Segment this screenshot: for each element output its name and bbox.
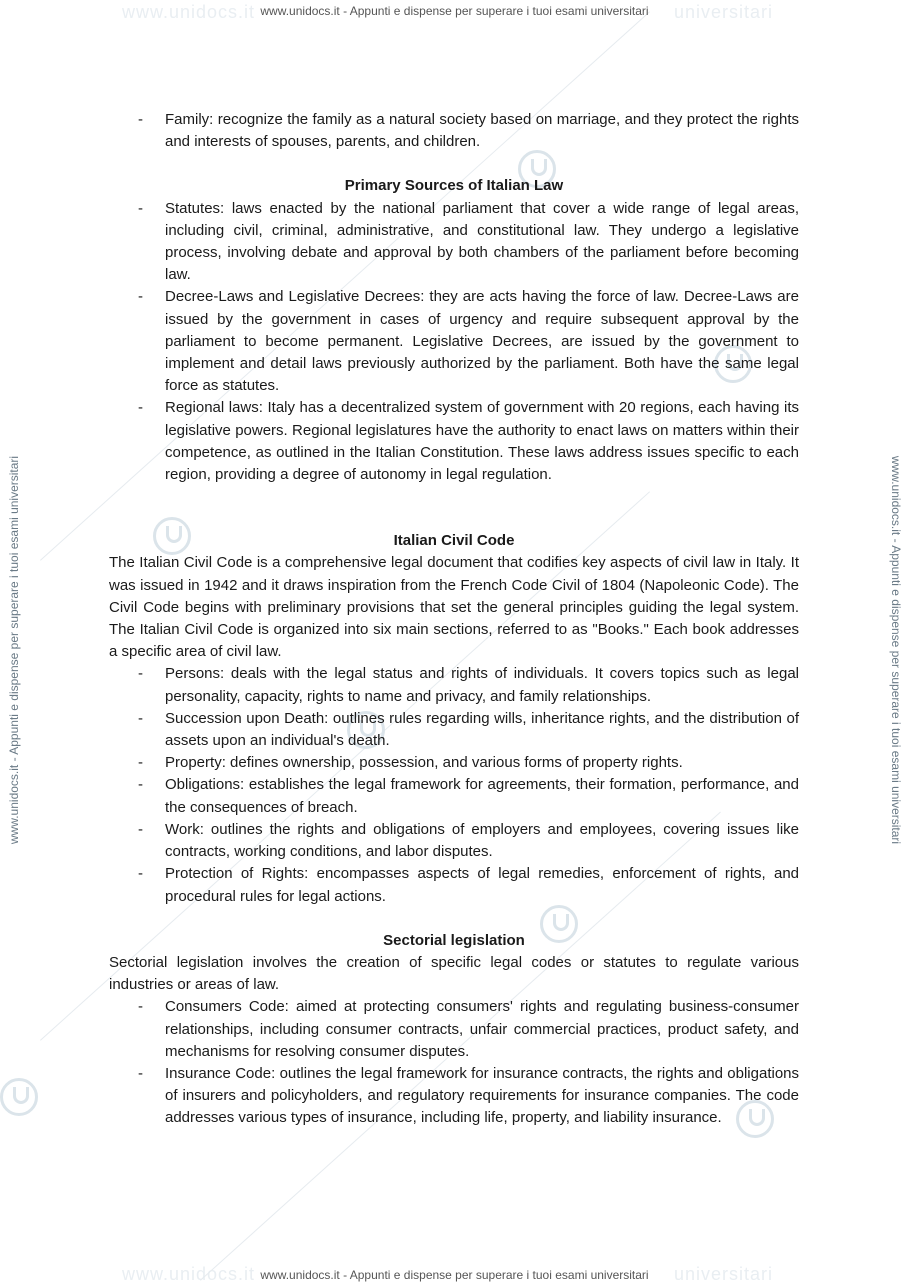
- section-heading-civil-code: Italian Civil Code: [393, 532, 515, 550]
- list-item: - Persons: deals with the legal status and rights of individuals. It covers topics such as legal personality, capacity, rights to name and privacy, and family relationships.: [109, 663, 799, 707]
- intro-list: [109, 109, 799, 153]
- list-item: - Consumers Code: aimed at protecting consumers' rights and regulating business-consumer relationships, including consumer contracts, unfair commercial practices, product safety, and mechanisms for resolving consumer disputes.: [109, 996, 799, 1063]
- watermark-brand-left-bottom: www.unidocs.it: [122, 1264, 256, 1284]
- page-footer-watermark: www.unidocs.it - Appunti e dispense per superare i tuoi esami universitari: [260, 1268, 649, 1282]
- list-item: - Protection of Rights: encompasses aspects of legal remedies, enforcement of rights, and procedural rules for legal actions.: [109, 863, 799, 907]
- list-item: - Statutes: laws enacted by the national parliament that cover a wide range of legal areas, including civil, criminal, administrative, and constitutional law. They undergo a legislative process, involving debate and approval by both chambers of the parliament before becoming law.: [109, 198, 799, 287]
- section-heading-sectorial-legislation: Sectorial legislation: [383, 931, 525, 949]
- document-body: [109, 109, 799, 1130]
- side-watermark-left: www.unidocs.it - Appunti e dispense per superare i tuoi esami universitari: [7, 455, 21, 845]
- list-item: - Regional laws: Italy has a decentralized system of government with 20 regions, each having its legislative powers. Regional legislatures have the authority to enact laws on matters within their competence, as outlined in the Italian Constitution. These laws address issues specific to each region, providing a degree of autonomy in legal regulation.: [109, 397, 799, 486]
- list-item: - Succession upon Death: outlines rules regarding wills, inheritance rights, and the distribution of assets upon an individual's death.: [109, 708, 799, 752]
- watermark-logo-icon: [0, 1078, 38, 1116]
- list-item: - Family: recognize the family as a natural society based on marriage, and they protect the rights and interests of spouses, parents, and children.: [109, 109, 799, 153]
- section-heading-primary-sources: Primary Sources of Italian Law: [344, 177, 564, 195]
- page-header-watermark: www.unidocs.it - Appunti e dispense per superare i tuoi esami universitari: [260, 4, 649, 18]
- primary-sources-list: [109, 198, 799, 487]
- civil-code-paragraph: The Italian Civil Code is a comprehensive legal document that codifies key aspects of civil law in Italy. It was issued in 1942 and it draws inspiration from the French Code Civil of 1804 (Napoleonic Code). The Civil Code begins with preliminary provisions that set the general principles guiding the legal system. The Italian Civil Code is organized into six main sections, referred to as "Books." Each book addresses a specific area of civil law.: [109, 554, 799, 661]
- list-item: - Obligations: establishes the legal framework for agreements, their formation, performance, and the consequences of breach.: [109, 774, 799, 818]
- watermark-brand-right: universitari: [674, 2, 774, 22]
- sectorial-codes-list: [109, 996, 799, 1129]
- side-watermark-right: www.unidocs.it - Appunti e dispense per superare i tuoi esami universitari: [889, 455, 903, 845]
- sectorial-paragraph: Sectorial legislation involves the creation of specific legal codes or statutes to regulate various industries or areas of law.: [109, 953, 799, 994]
- list-item: - Insurance Code: outlines the legal framework for insurance contracts, the rights and obligations of insurers and policyholders, and regulatory requirements for insurance companies. The code addresses various types of insurance, including life, property, and liability insurance.: [109, 1063, 799, 1130]
- civil-code-books-list: [109, 663, 799, 907]
- list-item: - Work: outlines the rights and obligations of employers and employees, covering issues like contracts, working conditions, and labor disputes.: [109, 819, 799, 863]
- watermark-brand-left: www.unidocs.it: [122, 2, 256, 22]
- watermark-brand-right-bottom: universitari: [674, 1264, 774, 1284]
- list-item: - Property: defines ownership, possession, and various forms of property rights.: [109, 752, 799, 774]
- list-item: - Decree-Laws and Legislative Decrees: they are acts having the force of law. Decree-Laws are issued by the government in cases of urgency and require subsequent approval by the parliament to become permanent. Legislative Decrees, are issued by the government to implement and detail laws previously authorized by the parliament. Both have the same legal force as statutes.: [109, 286, 799, 397]
